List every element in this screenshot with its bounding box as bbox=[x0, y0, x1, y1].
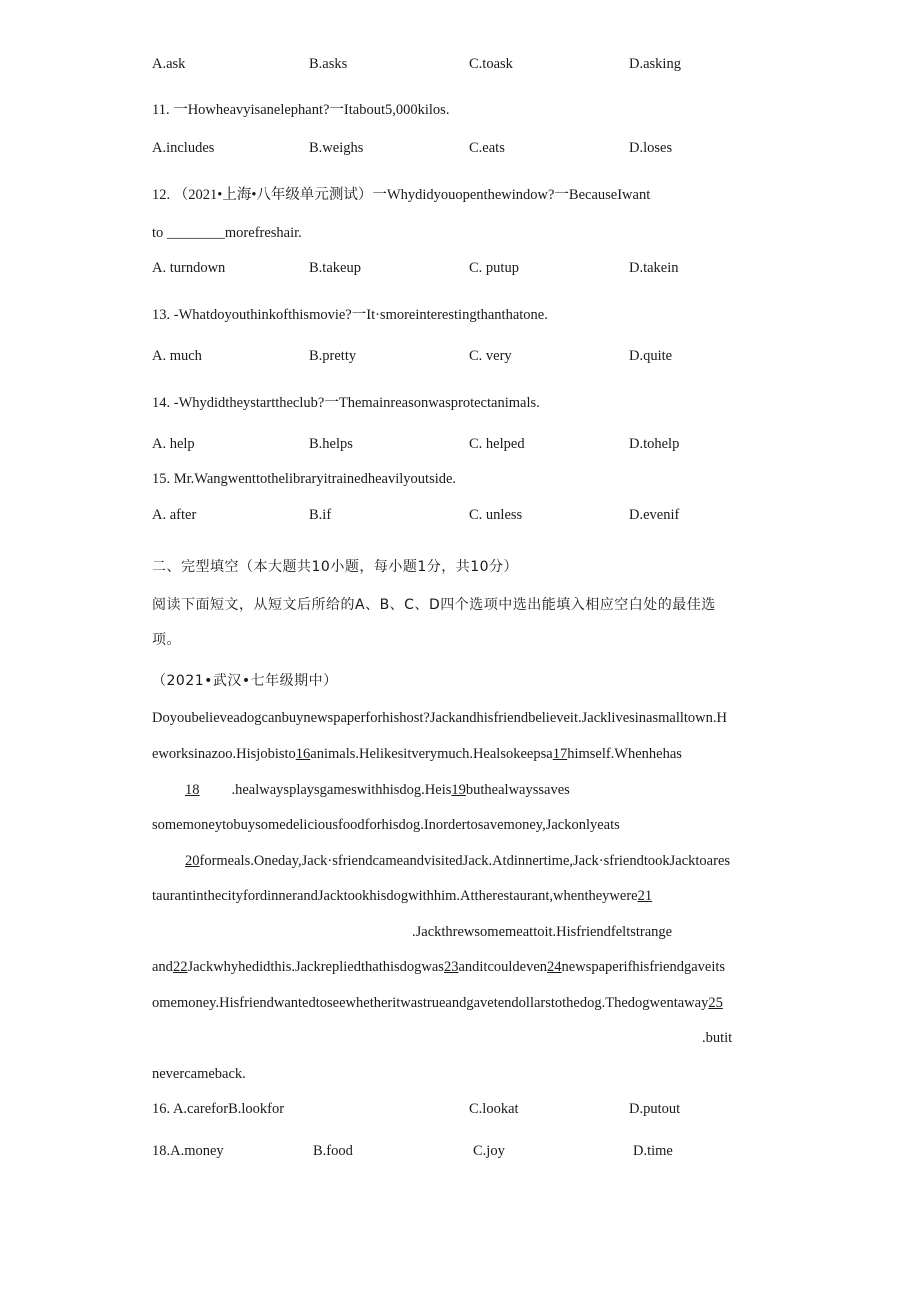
passage-text: taurantinthecityfordinnerandJacktookhisdogwithhim.Attherestaurant,whentheywere bbox=[152, 888, 638, 904]
passage-text: Jackwhyhedidthis.Jackrepliedthathisdogwas bbox=[187, 959, 444, 975]
passage-line-9 bbox=[152, 995, 723, 1012]
option-a: A. after bbox=[152, 507, 197, 523]
q14-stem: 14. -Whydidtheystarttheclub?一Themainreasonwasprotectanimals. bbox=[152, 395, 540, 411]
q12-options bbox=[152, 260, 772, 280]
q10-options bbox=[152, 56, 772, 76]
q13-stem: 13. -Whatdoyouthinkofthismovie?一It·smoreinterestingthanthatone. bbox=[152, 307, 548, 323]
option-d: D.evenif bbox=[629, 507, 680, 523]
blank-19: 19 bbox=[451, 782, 466, 798]
passage-line-1: Doyoubelieveadogcanbuynewspaperforhishost?Jackandhisfriendbelieveit.Jacklivesinasmalltown.H bbox=[152, 710, 727, 726]
blank-20: 20 bbox=[185, 853, 200, 869]
option-b: B.weighs bbox=[309, 140, 364, 156]
option-b: B.food bbox=[313, 1143, 353, 1159]
option-d: D.loses bbox=[629, 140, 673, 156]
option-d: D.tohelp bbox=[629, 436, 680, 452]
option-d: D.takein bbox=[629, 260, 679, 276]
passage-line-2 bbox=[152, 746, 682, 763]
option-a: A. turndown bbox=[152, 260, 226, 276]
passage-line-5 bbox=[185, 853, 730, 870]
q11-options bbox=[152, 140, 772, 160]
option-c: C.eats bbox=[469, 140, 505, 156]
option-a: A.ask bbox=[152, 56, 186, 72]
q12-stem-post: morefreshair. bbox=[224, 225, 302, 241]
option-a: A. much bbox=[152, 348, 202, 364]
q12-stem: 12. （2021•上海•八年级单元测试）一Whydidyouopenthewindow?一BecauseIwant bbox=[152, 187, 651, 203]
option-b: B.takeup bbox=[309, 260, 361, 276]
q15-options bbox=[152, 507, 772, 527]
passage-line-10: .butit bbox=[702, 1030, 733, 1046]
option-c: C.toask bbox=[469, 56, 513, 72]
q18-option-a: 18.A.money bbox=[152, 1143, 224, 1159]
passage-text: newspaperifhisfriendgaveits bbox=[561, 959, 726, 975]
option-a: A. help bbox=[152, 436, 195, 452]
q11-stem: 11. 一Howheavyisanelephant?一Itabout5,000kilos. bbox=[152, 102, 450, 118]
q16-options bbox=[152, 1101, 772, 1121]
blank-25: 25 bbox=[708, 995, 723, 1011]
blank-16: 16 bbox=[295, 746, 311, 762]
passage-text: eworksinazoo.Hisjobisto bbox=[152, 746, 296, 762]
blank-17: 17 bbox=[552, 746, 568, 762]
section-title: 二、完型填空（本大题共10小题，每小题1分，共10分） bbox=[152, 559, 519, 575]
q12-stem-pre: to bbox=[152, 225, 167, 241]
option-b: B.helps bbox=[309, 436, 353, 452]
passage-line-8 bbox=[152, 959, 725, 976]
passage-text: animals.Helikesitverymuch.Healsokeepsa bbox=[310, 746, 553, 762]
passage-text: and bbox=[152, 959, 173, 975]
passage-text: formeals.Oneday,Jack·sfriendcameandvisitedJack.Atdinnertime,Jack·sfriendtookJacktoares bbox=[199, 853, 731, 869]
option-c: C. helped bbox=[469, 436, 525, 452]
option-c: C. unless bbox=[469, 507, 523, 523]
passage-text: .healwaysplaysgameswithhisdog.Heis bbox=[231, 782, 452, 798]
option-b: B.asks bbox=[309, 56, 348, 72]
option-c: C.joy bbox=[473, 1143, 505, 1159]
q18-options bbox=[152, 1143, 772, 1163]
q14-options bbox=[152, 436, 772, 456]
passage-line-6 bbox=[152, 888, 652, 905]
option-d: D.putout bbox=[629, 1101, 681, 1117]
q12-blank: ________ bbox=[166, 225, 225, 241]
passage-line-11: nevercameback. bbox=[152, 1066, 246, 1082]
option-b: B.if bbox=[309, 507, 332, 523]
option-a: A.includes bbox=[152, 140, 215, 156]
passage-text: anditcouldeven bbox=[458, 959, 548, 975]
option-c: C. very bbox=[469, 348, 512, 364]
blank-22: 22 bbox=[172, 959, 188, 975]
blank-24: 24 bbox=[547, 959, 562, 975]
option-d: D.quite bbox=[629, 348, 673, 364]
passage-text: buthealwayssaves bbox=[465, 782, 570, 798]
q13-options bbox=[152, 348, 772, 368]
passage-text: himself.Whenhehas bbox=[567, 746, 682, 762]
passage-source: （2021•武汉•七年级期中） bbox=[152, 673, 338, 689]
blank-23: 23 bbox=[443, 959, 459, 975]
option-d: D.asking bbox=[629, 56, 681, 72]
option-d: D.time bbox=[633, 1143, 673, 1159]
section-instruction-1: 阅读下面短文，从短文后所给的A、B、C、D四个选项中选出能填入相应空白处的最佳选 bbox=[152, 597, 716, 613]
blank-18: 18 bbox=[185, 782, 200, 798]
passage-line-7: .Jackthrewsomemeattoit.Hisfriendfeltstrange bbox=[412, 924, 673, 940]
passage-text: omemoney.Hisfriendwantedtoseewhetheritwastrueandgavetendollarstothedog.Thedogwentaway bbox=[152, 995, 709, 1011]
option-b: B.pretty bbox=[309, 348, 357, 364]
passage-line-3 bbox=[185, 782, 570, 799]
q16-stem-ab: 16. A.careforB.lookfor bbox=[152, 1101, 285, 1117]
blank-21: 21 bbox=[637, 888, 653, 904]
section-instruction-2: 项。 bbox=[152, 632, 181, 648]
passage-line-4: somemoneytobuysomedeliciousfoodforhisdog.Inordertosavemoney,Jackonlyeats bbox=[152, 817, 620, 833]
option-c: C.lookat bbox=[469, 1101, 519, 1117]
option-c: C. putup bbox=[469, 260, 519, 276]
q12-stem-line2 bbox=[152, 225, 302, 242]
q15-stem: 15. Mr.Wangwenttothelibraryitrainedheavilyoutside. bbox=[152, 471, 457, 487]
